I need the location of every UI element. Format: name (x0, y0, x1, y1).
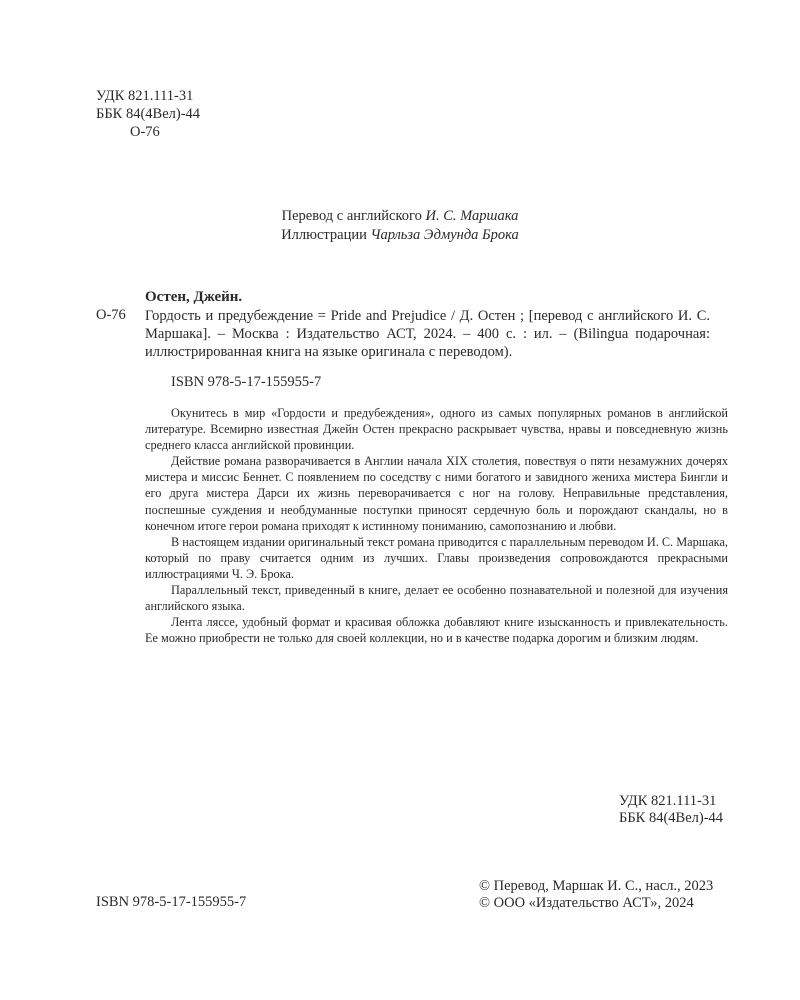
translation-credit (0, 207, 800, 226)
classification-block-top (96, 87, 200, 141)
annotation-paragraph: Окунитесь в мир «Гордости и предубеждения», одного из самых популярных романов в английской литературе. Всемирно известная Джейн Остен прекрасно раскрывает чувства, нравы и повседневную жизнь среднего класса английской провинции. (145, 406, 728, 453)
bibliographic-description: Гордость и предубеждение = Pride and Prejudice / Д. Остен ; [перевод с английского И. С. Маршака]. – Москва : Издательство АСТ, 2024. – 400 с. : ил. – (Bilingua подарочная: иллюстрированная книга на языке оригинала с переводом). (145, 308, 710, 360)
isbn-bottom: ISBN 978-5-17-155955-7 (96, 894, 247, 910)
isbn-entry: ISBN 978-5-17-155955-7 (171, 374, 322, 390)
translation-prefix: Перевод с английского (281, 208, 426, 224)
author-code: О-76 (130, 124, 160, 140)
annotation-paragraph: В настоящем издании оригинальный текст романа приводится с параллельным переводом И. С. Маршака, который по праву считается одним из лучших. Главы произведения сопровождаются прекрасными иллюстрациями Ч. Э. Брока. (145, 534, 728, 581)
annotation-paragraph: Параллельный текст, приведенный в книге, делает ее особенно познавательной и полезной для изучения английского языка. (145, 583, 728, 614)
copyright-publisher: © ООО «Издательство АСТ», 2024 (479, 895, 694, 911)
classification-block-bottom (619, 793, 723, 827)
illustrator-name: Чарльза Эдмунда Брока (370, 227, 519, 243)
illustration-credit (0, 226, 800, 245)
annotation (145, 405, 728, 646)
translator-name: И. С. Маршака (425, 208, 519, 224)
illustrations-prefix: Иллюстрации (281, 227, 371, 243)
annotation-paragraph: Действие романа разворачивается в Англии начала XIX столетия, повествуя о пяти незамужних дочерях мистера и миссис Беннет. С появлением по соседству с ними богатого и завидного жениха мистера Бингли и его друга мистера Дарси их жизнь переворачивается с ног на голову. Неправильные представления, поспешные суждения и необдуманные поступки приносят сердечную боль и порождают скандалы, но в конечном итоге герои романа приходят к истинному пониманию, самопознанию и любви. (145, 454, 728, 533)
udk-code: УДК 821.111-31 (96, 88, 194, 104)
annotation-paragraph: Лента ляссе, удобный формат и красивая обложка добавляют книге изысканность и привлекательность. Ее можно приобрести не только для своей коллекции, но и в качестве подарка дорогим и близким людям. (145, 615, 728, 646)
copyright-translation: © Перевод, Маршак И. С., насл., 2023 (479, 878, 714, 894)
credits-block (0, 207, 800, 245)
bbk-code: ББК 84(4Вел)-44 (96, 106, 201, 122)
copyright-block (479, 878, 713, 912)
entry-author-code: О-76 (96, 307, 126, 323)
udk-code-bottom: УДК 821.111-31 (619, 793, 717, 809)
bbk-code-bottom: ББК 84(4Вел)-44 (619, 810, 724, 826)
author-heading: Остен, Джейн. (145, 289, 243, 305)
